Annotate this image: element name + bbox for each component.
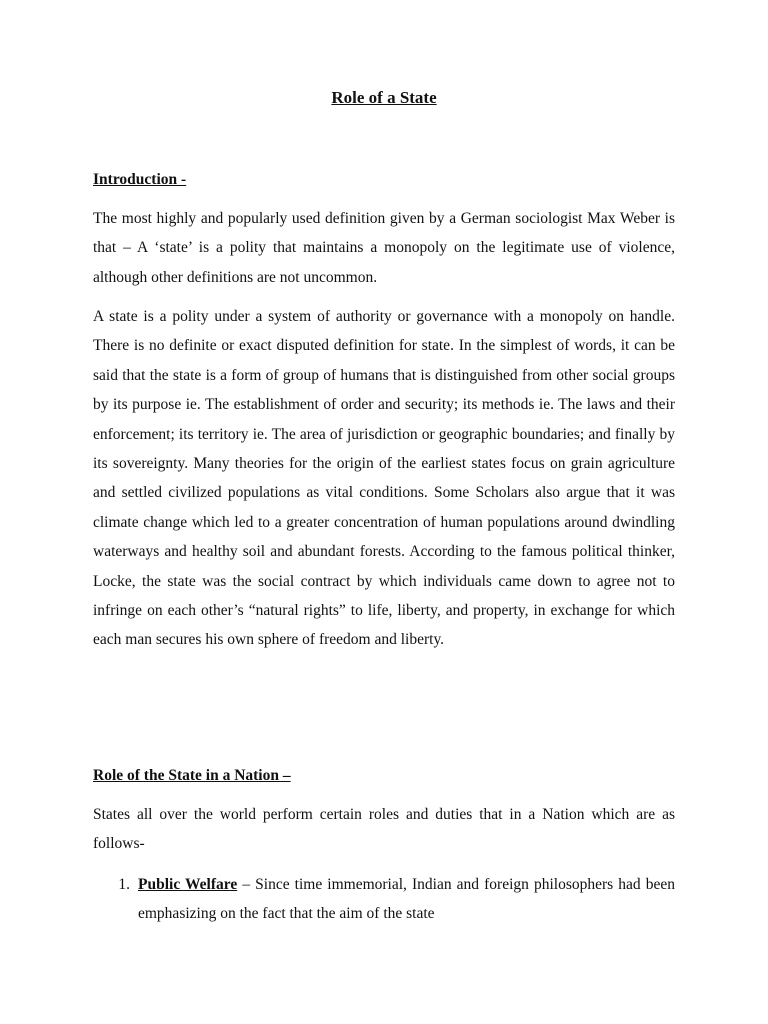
paragraph-roles-intro: States all over the world perform certain roles and duties that in a Nation which are as follows- (93, 806, 675, 853)
paragraph-weber-definition: The most highly and popularly used definition given by a German sociologist Max Weber is that – A ‘state’ is a polity that maintains a monopoly on the legitimate use of violence, although other definitions are not uncommon. (93, 210, 675, 286)
document-title: Role of a State (331, 88, 437, 107)
list-item-term: Public Welfare (138, 876, 238, 893)
list-item (93, 870, 675, 929)
section-heading-role-in-nation: Role of the State in a Nation – (93, 767, 291, 784)
paragraph-state-polity: A state is a polity under a system of authority or governance with a monopoly on handle. There is no definite or exact disputed definition for state. In the simplest of words, it can be said that the state is a form of group of humans that is distinguished from other social groups by its purpose ie. The establishment of order and security; its methods ie. The laws and their enforcement; its territory ie. The area of jurisdiction or geographic boundaries; and finally by its sovereignty. Many theories for the origin of the earliest states focus on grain agriculture and settled civilized populations as vital conditions. Some Scholars also argue that it was climate change which led to a greater concentration of human populations around dwindling waterways and healthy soil and abundant forests. According to the famous political thinker, Locke, the state was the social contract by which individuals came down to agree not to infringe on each other’s “natural rights” to life, liberty, and property, in exchange for which each man secures his own sphere of freedom and liberty. (93, 308, 675, 649)
roles-list (93, 870, 675, 929)
list-item-text: – Since time immemorial, Indian and foreign philosophers had been emphasizing on the fact that the aim of the state (138, 876, 675, 923)
section-heading-introduction: Introduction - (93, 171, 187, 188)
list-item-number: 1. (118, 876, 130, 893)
